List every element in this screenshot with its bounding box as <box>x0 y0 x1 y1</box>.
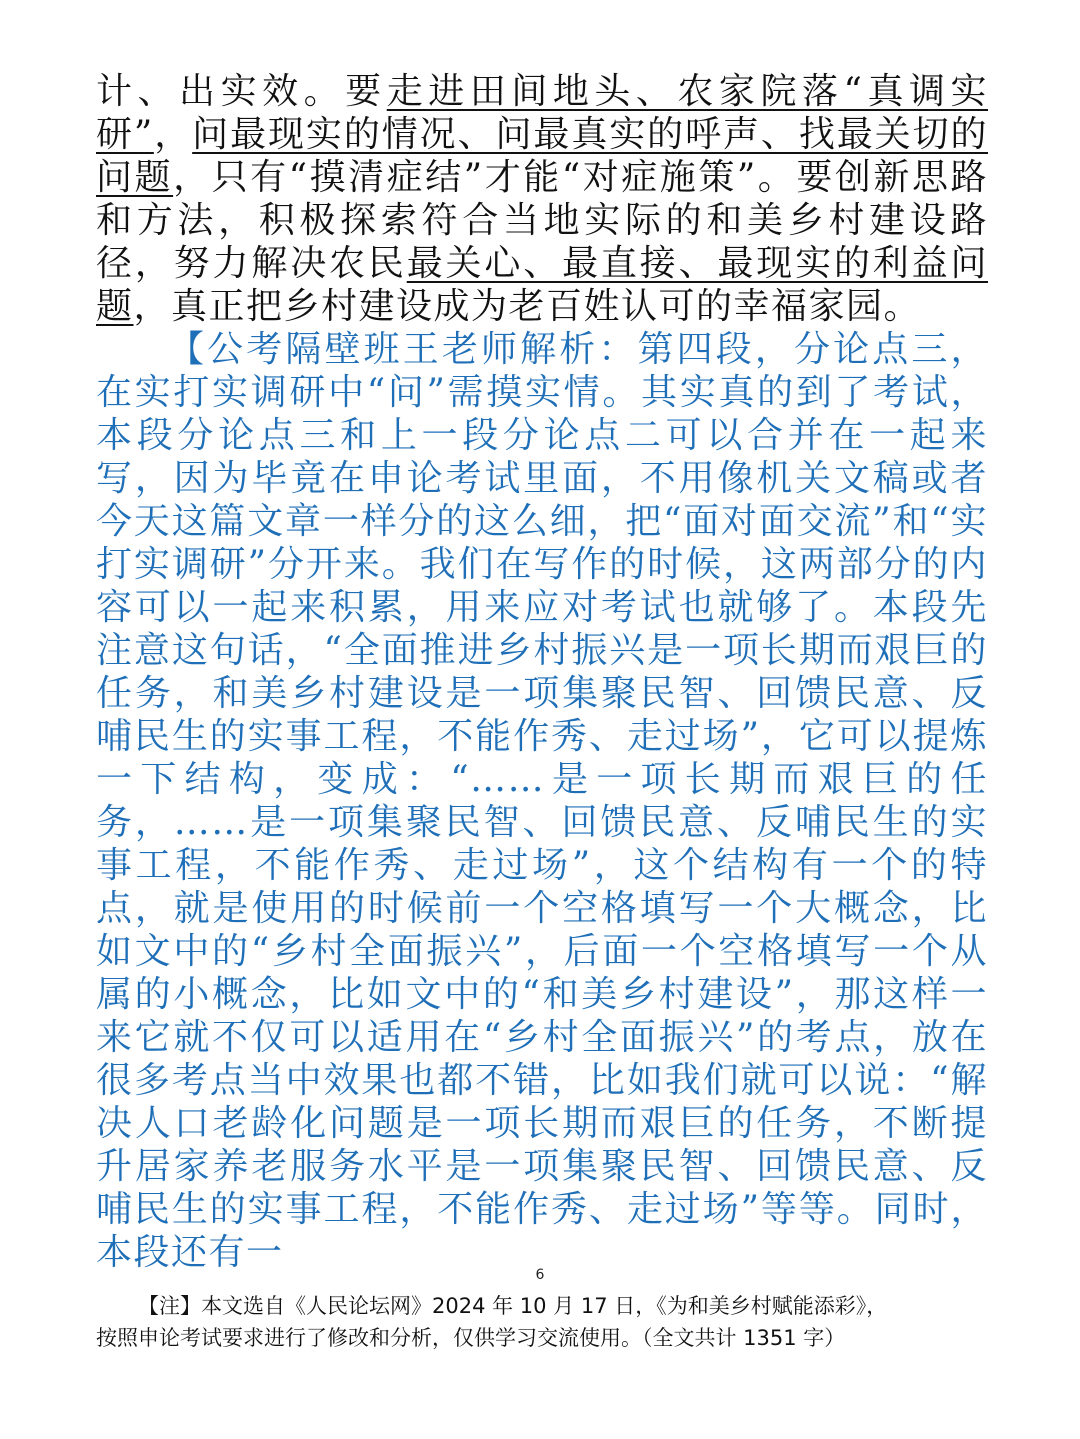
footnote-line: 【注】本文选自《人民论坛网》2024 年 10 月 17 日，《为和美乡村赋能添彩》， <box>138 1294 888 1318</box>
underlined-phrase: 问最现实的情况、问最真实的呼声、找最关切的问题 <box>96 114 988 198</box>
essay-paragraph <box>96 70 988 328</box>
analysis-paragraph: 【公考隔壁班王老师解析：第四段，分论点三，在实打实调研中“问”需摸实情。其实真的到了考试，本段分论点三和上一段分论点二可以合并在一起来写，因为毕竟在申论考试里面，不用像机关文稿或者今天这篇文章一样分的这么细，把“面对面交流”和“实打实调研”分开来。我们在写作的时候，这两部分的内容可以一起来积累，用来应对考试也就够了。本段先注意这句话，“全面推进乡村振兴是一项长期而艰巨的任务，和美乡村建设是一项集聚民智、回馈民意、反哺民生的实事工程，不能作秀、走过场”，它可以提炼一下结构，变成：“……是一项长期而艰巨的任务，……是一项集聚民智、回馈民意、反哺民生的实事工程，不能作秀、走过场”，这个结构有一个的特点，就是使用的时候前一个空格填写一个大概念，比如文中的“乡村全面振兴”，后面一个空格填写一个从属的小概念，比如文中的“和美乡村建设”，那这样一来它就不仅可以适用在“乡村全面振兴”的考点，放在很多考点当中效果也都不错，比如我们就可以说：“解决人口老龄化问题是一项长期而艰巨的任务，不断提升居家养老服务水平是一项集聚民智、回馈民意、反哺民生的实事工程，不能作秀、走过场”等等。同时，本段还有一 <box>96 329 988 1273</box>
footnote <box>96 1290 988 1354</box>
footnote-line: 按照申论考试要求进行了修改和分析，仅供学习交流使用。（全文共计 1351 字） <box>96 1326 846 1350</box>
essay-text: 计、出实效。要 <box>96 71 387 112</box>
underlined-phrase: 最关心、最直接、最现实的利益问题 <box>96 243 988 327</box>
essay-text: ，真正把乡村建设成为老百姓认可的幸福家园。 <box>133 286 922 327</box>
underlined-phrase: 走进田间地头、农家院落“真调实研” <box>96 71 988 155</box>
essay-text: ，只有“摸清症结”才能“对症施策”。要创新思路和方法，积极探索符合当地实际的和美乡村建设路径，努力解决农民 <box>96 157 988 284</box>
essay-text: ， <box>153 114 193 155</box>
page-number: 6 <box>535 1267 545 1283</box>
body-text <box>96 70 988 1274</box>
